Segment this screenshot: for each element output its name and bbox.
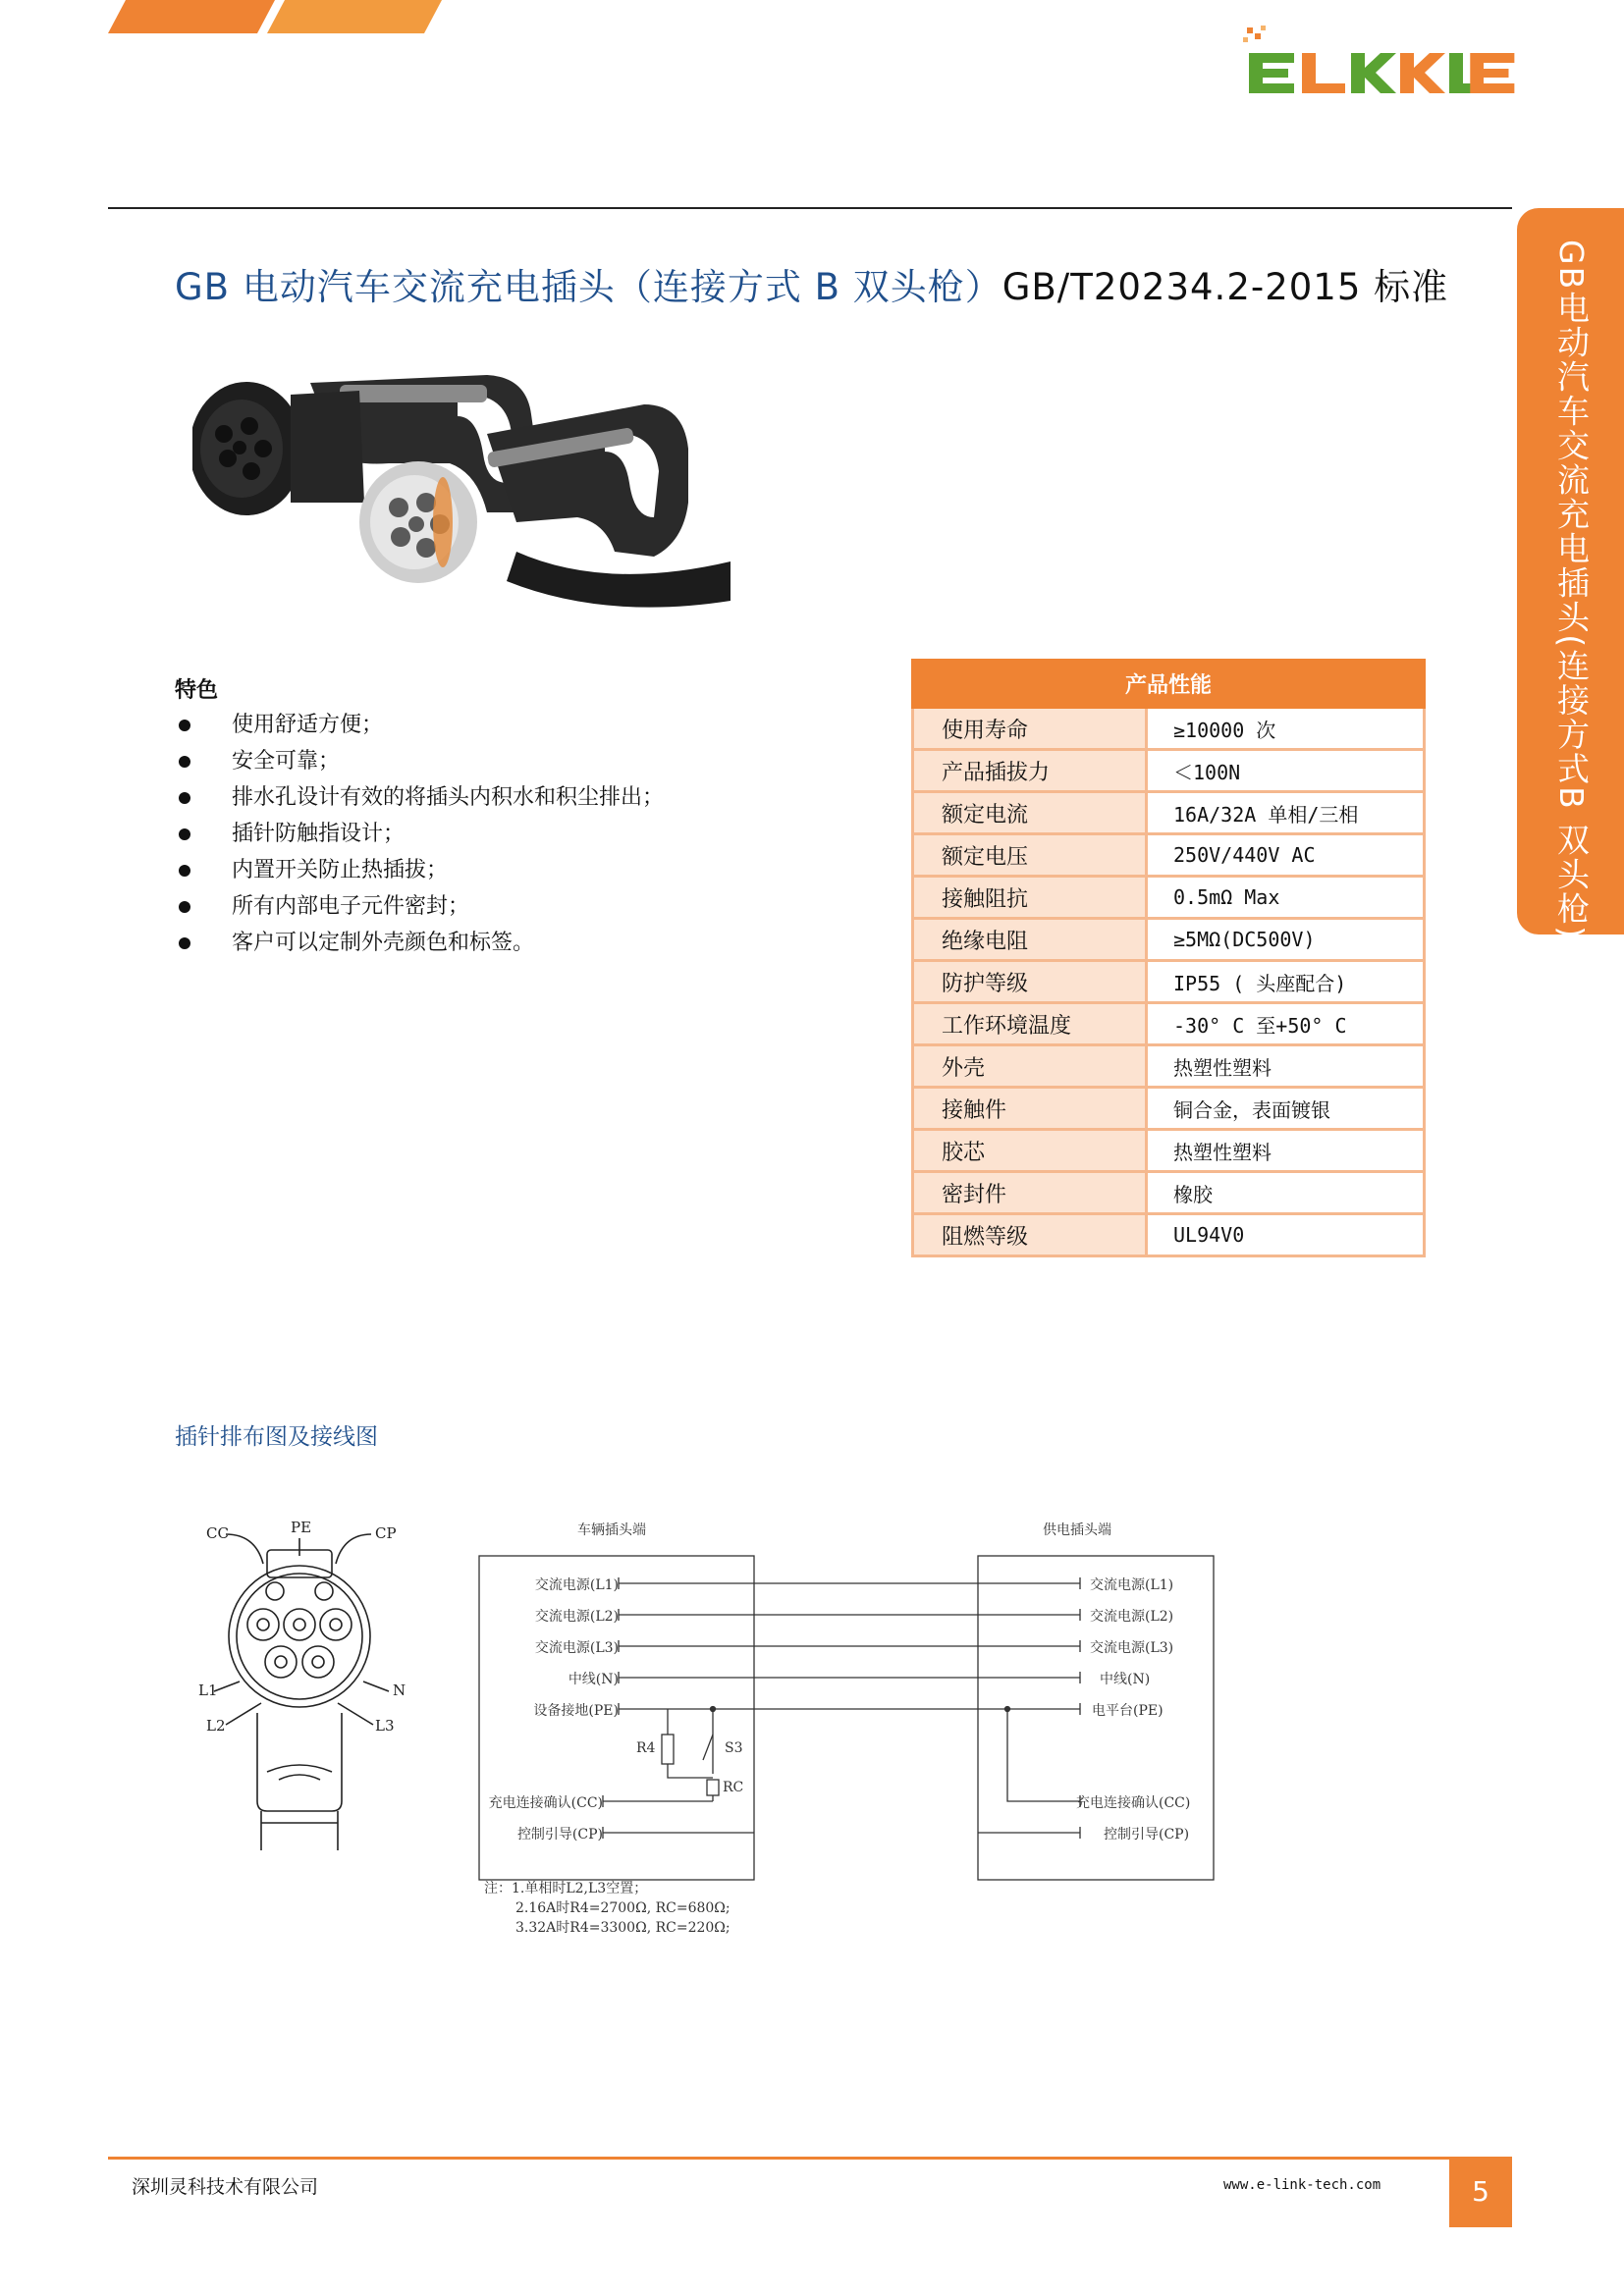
- spec-value: ≥10000 次: [1147, 708, 1425, 750]
- wiring-right-label: 中线(N): [1100, 1672, 1151, 1687]
- spec-table-header: 产品性能: [913, 661, 1425, 708]
- pin-label-n: N: [393, 1682, 406, 1699]
- component-s3: S3: [725, 1740, 743, 1756]
- spec-value: 热塑性塑料: [1147, 1130, 1425, 1172]
- note-line: 注：1.单相时L2,L3空置；: [484, 1881, 648, 1896]
- table-row: [913, 961, 1425, 1003]
- wiring-right-label: 电平台(PE): [1092, 1703, 1164, 1719]
- side-tab-text: GB电动汽车交流充电插头(连接方式B 双头枪): [1552, 240, 1591, 941]
- pin-label-cp: CP: [375, 1524, 397, 1542]
- pin-label-l3: L3: [375, 1717, 395, 1735]
- supply-plug-title: 供电插头端: [1043, 1522, 1111, 1538]
- page-number: 5: [1449, 2157, 1512, 2227]
- table-row: [913, 1045, 1425, 1088]
- spec-value: IP55 ( 头座配合): [1147, 961, 1425, 1003]
- spec-label: 使用寿命: [913, 708, 1147, 750]
- page-title-standard: GB/T20234.2-2015 标准: [1001, 266, 1449, 308]
- table-row: [913, 750, 1425, 792]
- spec-value: UL94V0: [1147, 1214, 1425, 1256]
- spec-value: ＜100N: [1147, 750, 1425, 792]
- features-title: 特色: [175, 678, 219, 703]
- wiring-right-label: 交流电源(L2): [1090, 1609, 1174, 1625]
- wiring-left-label: 充电连接确认(CC): [488, 1795, 603, 1811]
- feature-item: 所有内部电子元件密封；: [175, 888, 664, 925]
- spec-label: 产品插拔力: [913, 750, 1147, 792]
- spec-table: [911, 659, 1426, 1257]
- header-accent-bar: [108, 0, 442, 33]
- wiring-left-label: 设备接地(PE): [533, 1703, 619, 1719]
- website-link[interactable]: www.e-link-tech.com: [1223, 2177, 1381, 2193]
- feature-item: 排水孔设计有效的将插头内积水和积尘排出；: [175, 779, 664, 816]
- table-row: [913, 1214, 1425, 1256]
- header-rule: [108, 207, 1512, 209]
- diagram-section-title: 插针排布图及接线图: [175, 1424, 378, 1450]
- spec-value: 热塑性塑料: [1147, 1045, 1425, 1088]
- feature-item: 内置开关防止热插拔；: [175, 852, 664, 888]
- feature-item: 使用舒适方便；: [175, 707, 664, 743]
- pin-label-pe: PE: [291, 1519, 312, 1536]
- wiring-right-label: 交流电源(L1): [1090, 1577, 1174, 1593]
- spec-label: 防护等级: [913, 961, 1147, 1003]
- table-row: [913, 1088, 1425, 1130]
- spec-label: 绝缘电阻: [913, 919, 1147, 961]
- note-line: 3.32A时R4=3300Ω, RC=220Ω;: [515, 1920, 731, 1936]
- component-r4: R4: [636, 1740, 656, 1756]
- table-row: [913, 792, 1425, 834]
- spec-value: 铜合金，表面镀银: [1147, 1088, 1425, 1130]
- page-title-main: GB 电动汽车交流充电插头（连接方式 B 双头枪）: [175, 266, 1002, 308]
- vehicle-plug-title: 车辆插头端: [577, 1522, 646, 1538]
- note-line: 2.16A时R4=2700Ω, RC=680Ω;: [515, 1900, 731, 1916]
- wiring-left-label: 中线(N): [568, 1672, 619, 1687]
- table-row: [913, 1003, 1425, 1045]
- pinout-diagram: [196, 1517, 422, 1855]
- table-row: [913, 834, 1425, 877]
- spec-label: 额定电压: [913, 834, 1147, 877]
- spec-label: 额定电流: [913, 792, 1147, 834]
- spec-label: 阻燃等级: [913, 1214, 1147, 1256]
- wiring-diagram: [471, 1517, 1227, 1919]
- wiring-right-label: 交流电源(L3): [1090, 1640, 1174, 1656]
- table-row: [913, 1172, 1425, 1214]
- spec-value: 橡胶: [1147, 1172, 1425, 1214]
- product-photo: [192, 355, 731, 620]
- spec-label: 密封件: [913, 1172, 1147, 1214]
- pin-label-cc: CC: [206, 1524, 229, 1542]
- wiring-left-label: 交流电源(L2): [534, 1609, 619, 1625]
- wiring-left-label: 交流电源(L1): [534, 1577, 619, 1593]
- spec-label: 外壳: [913, 1045, 1147, 1088]
- page-title: [175, 257, 1448, 310]
- company-name: 深圳灵科技术有限公司: [132, 2176, 319, 2198]
- footer-rule: [108, 2157, 1512, 2160]
- table-row: [913, 877, 1425, 919]
- spec-value: -30° C 至+50° C: [1147, 1003, 1425, 1045]
- spec-value: ≥5MΩ(DC500V): [1147, 919, 1425, 961]
- component-rc: RC: [723, 1780, 744, 1795]
- pin-label-l2: L2: [206, 1717, 226, 1735]
- spec-label: 工作环境温度: [913, 1003, 1147, 1045]
- feature-item: 插针防触指设计；: [175, 816, 664, 852]
- features-list: [175, 707, 664, 961]
- spec-value: 250V/440V AC: [1147, 834, 1425, 877]
- wiring-right-label: 充电连接确认(CC): [1076, 1795, 1191, 1811]
- table-row: [913, 1130, 1425, 1172]
- brand-logo: [1239, 26, 1524, 100]
- wiring-left-label: 控制引导(CP): [516, 1827, 603, 1842]
- wiring-left-label: 交流电源(L3): [534, 1640, 619, 1656]
- table-row: [913, 919, 1425, 961]
- spec-value: 0.5mΩ Max: [1147, 877, 1425, 919]
- feature-item: 安全可靠；: [175, 743, 664, 779]
- spec-label: 接触阻抗: [913, 877, 1147, 919]
- feature-item: 客户可以定制外壳颜色和标签。: [175, 925, 664, 961]
- wiring-right-label: 控制引导(CP): [1104, 1827, 1190, 1842]
- spec-label: 胶芯: [913, 1130, 1147, 1172]
- spec-value: 16A/32A 单相/三相: [1147, 792, 1425, 834]
- pin-label-l1: L1: [198, 1682, 218, 1699]
- table-row: [913, 708, 1425, 750]
- spec-label: 接触件: [913, 1088, 1147, 1130]
- wiring-notes: [484, 1879, 731, 1938]
- side-tab: [1517, 208, 1624, 941]
